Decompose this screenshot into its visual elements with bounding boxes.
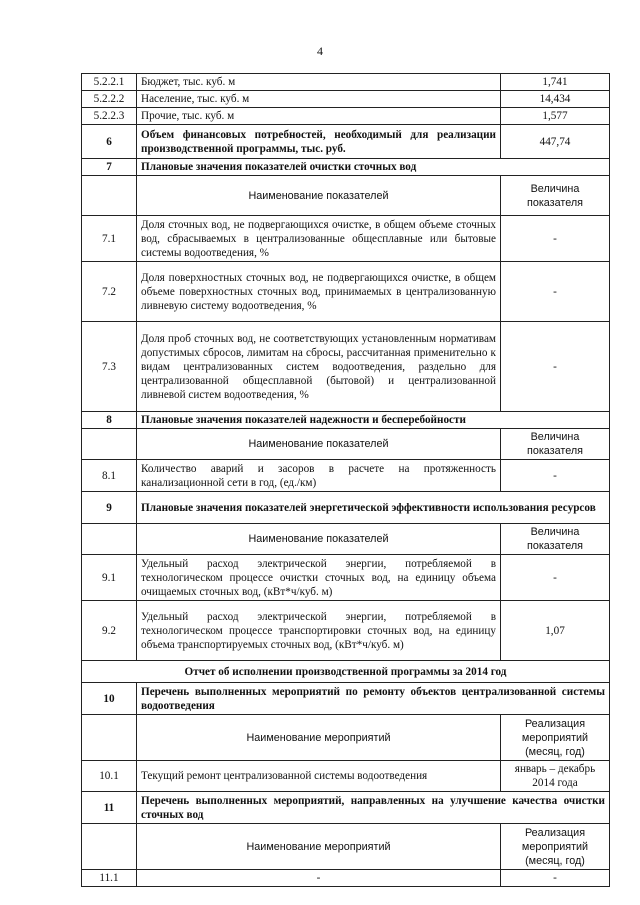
- row-value: 1,07: [501, 601, 610, 661]
- program-table: [81, 73, 610, 887]
- row-value: -: [501, 460, 610, 492]
- row-label: Доля проб сточных вод, не соответствующих установленным нормативам допустимых сбросов, лимитам на сбросы, рассчитанная применительно к видам централизованных систем водоотведения, раздельно для централизованной общесплавной (бытовой) и централизованной ливневой систем водоотведения, %: [137, 322, 501, 412]
- table-row: [82, 108, 610, 125]
- row-value: 1,577: [501, 108, 610, 125]
- row-number: 9.2: [82, 601, 137, 661]
- header-value: Величина показателя: [501, 176, 610, 216]
- section-title: Плановые значения показателей энергетической эффективности использования ресурсов: [137, 492, 610, 524]
- header-name: Наименование показателей: [137, 176, 501, 216]
- row-value: -: [501, 870, 610, 887]
- row-label: Доля сточных вод, не подвергающихся очистке, в общем объеме сточных вод, сбрасываемых в централизованные общесплавные или бытовые системы водоотведения, %: [137, 216, 501, 262]
- header-value: Величина показателя: [501, 429, 610, 460]
- header-name: Наименование мероприятий: [137, 824, 501, 870]
- table-row: [82, 74, 610, 91]
- row-number: 5.2.2.1: [82, 74, 137, 91]
- table-row: [82, 91, 610, 108]
- row-number: 9.1: [82, 555, 137, 601]
- section-number: 8: [82, 412, 137, 429]
- section-row: [82, 159, 610, 176]
- table-row: [82, 761, 610, 792]
- section-row: [82, 492, 610, 524]
- row-value: 447,74: [501, 125, 610, 159]
- row-label: Удельный расход электрической энергии, потребляемой в технологическом процессе очистки сточных вод, на единицу объема очищаемых сточных вод, (кВт*ч/куб. м): [137, 555, 501, 601]
- section-row: [82, 412, 610, 429]
- section-row: [82, 683, 610, 715]
- row-value: -: [501, 216, 610, 262]
- table-row: [82, 125, 610, 159]
- table-row: [82, 216, 610, 262]
- row-label: Объем финансовых потребностей, необходимый для реализации производственной программы, тыс. руб.: [137, 125, 501, 159]
- section-number: 11: [82, 792, 137, 824]
- header-row: [82, 715, 610, 761]
- table-row: [82, 322, 610, 412]
- row-number: 5.2.2.2: [82, 91, 137, 108]
- row-label: Население, тыс. куб. м: [137, 91, 501, 108]
- section-number: 7: [82, 159, 137, 176]
- section-title: Плановые значения показателей надежности и бесперебойности: [137, 412, 610, 429]
- row-number: 7.3: [82, 322, 137, 412]
- row-value: 14,434: [501, 91, 610, 108]
- row-label: Удельный расход электрической энергии, потребляемой в технологическом процессе транспортировки сточных вод, на единицу объема транспортируемых сточных вод, (кВт*ч/куб. м): [137, 601, 501, 661]
- row-number: 8.1: [82, 460, 137, 492]
- row-label: -: [137, 870, 501, 887]
- row-number: 5.2.2.3: [82, 108, 137, 125]
- header-row: [82, 524, 610, 555]
- header-value: Величина показателя: [501, 524, 610, 555]
- header-value: Реализация мероприятий (месяц, год): [501, 715, 610, 761]
- row-number: 7.1: [82, 216, 137, 262]
- row-number: 6: [82, 125, 137, 159]
- section-title: Перечень выполненных мероприятий по ремонту объектов централизованной системы водоотведения: [137, 683, 610, 715]
- row-label: Доля поверхностных сточных вод, не подвергающихся очистке, в общем объеме поверхностных сточных вод, принимаемых в централизованную ливневую систему водоотведения, %: [137, 262, 501, 322]
- header-name: Наименование показателей: [137, 429, 501, 460]
- row-label: Текущий ремонт централизованной системы водоотведения: [137, 761, 501, 792]
- header-name: Наименование мероприятий: [137, 715, 501, 761]
- row-label: Бюджет, тыс. куб. м: [137, 74, 501, 91]
- report-title: Отчет об исполнении производственной программы за 2014 год: [82, 661, 610, 683]
- row-number: 11.1: [82, 870, 137, 887]
- row-number: 10.1: [82, 761, 137, 792]
- row-number: 7.2: [82, 262, 137, 322]
- row-label: Прочие, тыс. куб. м: [137, 108, 501, 125]
- section-number: 9: [82, 492, 137, 524]
- section-number: 10: [82, 683, 137, 715]
- header-value: Реализация мероприятий (месяц, год): [501, 824, 610, 870]
- table-row: [82, 460, 610, 492]
- header-row: [82, 176, 610, 216]
- page-number: 4: [317, 44, 323, 58]
- row-value: январь – декабрь 2014 года: [501, 761, 610, 792]
- row-value: 1,741: [501, 74, 610, 91]
- section-title: Плановые значения показателей очистки сточных вод: [137, 159, 610, 176]
- table-row: [82, 870, 610, 887]
- table-row: [82, 601, 610, 661]
- row-value: -: [501, 322, 610, 412]
- section-title: Перечень выполненных мероприятий, направленных на улучшение качества очистки сточных вод: [137, 792, 610, 824]
- header-row: [82, 429, 610, 460]
- section-row: [82, 792, 610, 824]
- table-row: [82, 262, 610, 322]
- header-name: Наименование показателей: [137, 524, 501, 555]
- row-value: -: [501, 555, 610, 601]
- report-row: [82, 661, 610, 683]
- row-value: -: [501, 262, 610, 322]
- table-row: [82, 555, 610, 601]
- header-row: [82, 824, 610, 870]
- row-label: Количество аварий и засоров в расчете на протяженность канализационной сети в год, (ед./км): [137, 460, 501, 492]
